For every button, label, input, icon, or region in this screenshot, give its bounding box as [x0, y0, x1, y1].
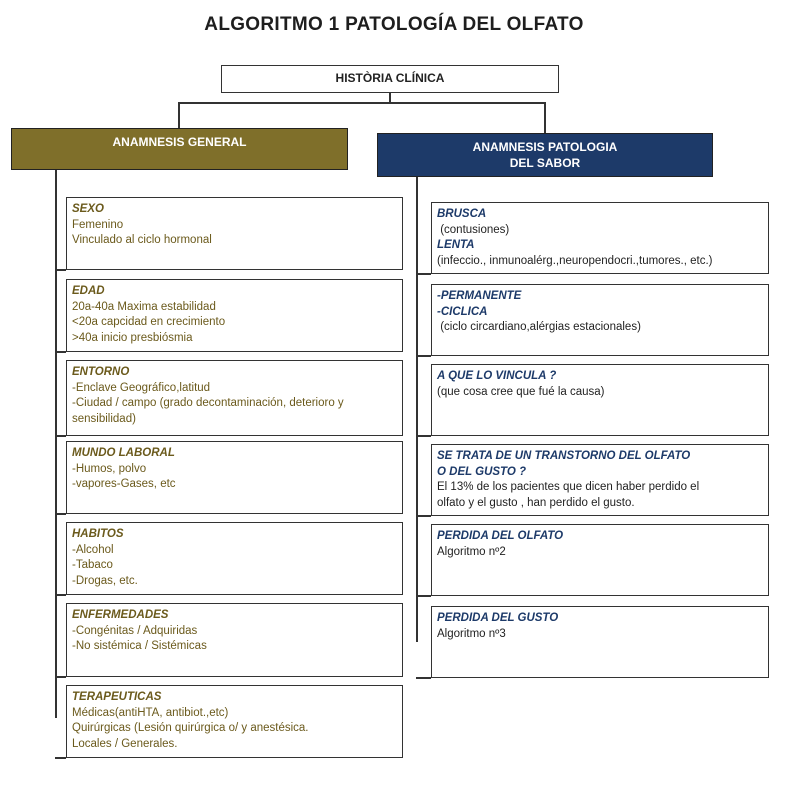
- root-node-historia-clinica: HISTÒRIA CLÍNICA: [221, 65, 559, 93]
- card-line: -Enclave Geográfico,latitud: [72, 381, 211, 394]
- card-line: Locales / Generales.: [72, 737, 178, 750]
- card-line: (que cosa cree que fué la causa): [437, 385, 605, 398]
- card-heading: ENTORNO: [72, 366, 130, 378]
- card-heading: HABITOS: [72, 528, 124, 540]
- card-line: -Tabaco: [72, 559, 113, 571]
- card-heading: ENFERMEDADES: [72, 609, 169, 621]
- connector: [178, 102, 180, 128]
- card-line: -Alcohol: [72, 543, 114, 556]
- header-anamnesis-sabor: ANAMNESIS PATOLOGIA DEL SABOR: [377, 133, 713, 177]
- card-heading: -CICLICA: [437, 305, 488, 318]
- card-line: -Congénitas / Adquiridas: [72, 624, 198, 637]
- card-heading: LENTA: [437, 239, 475, 251]
- card-line: -No sistémica / Sistémicas: [72, 640, 207, 652]
- left-card-sexo: [66, 197, 403, 270]
- left-card-terapeuticas: [66, 685, 403, 758]
- card-heading: TERAPEUTICAS: [72, 691, 162, 703]
- card-line: >40a inicio presbiósmia: [72, 331, 193, 344]
- connector: [544, 102, 546, 133]
- left-card-mundo-laboral: [66, 441, 403, 514]
- right-card-1: [431, 202, 769, 274]
- card-heading: PERDIDA DEL OLFATO: [437, 530, 564, 542]
- card-line: (ciclo circardiano,alérgias estacionales): [437, 321, 641, 333]
- card-line: <20a capcidad en crecimiento: [72, 316, 226, 328]
- card-heading: BRUSCA: [437, 208, 487, 220]
- connector-tick: [55, 269, 66, 271]
- connector-tick: [55, 757, 66, 759]
- right-card-4: [431, 444, 769, 516]
- card-heading: SE TRATA DE UN TRANSTORNO DEL OLFATO: [437, 450, 691, 462]
- left-card-edad: [66, 279, 403, 352]
- connector-tick: [55, 513, 66, 515]
- left-card-habitos: [66, 522, 403, 595]
- connector-tick: [416, 515, 431, 517]
- card-line: (contusiones): [437, 223, 510, 236]
- connector-left-spine: [55, 170, 57, 718]
- connector-tick: [416, 435, 431, 437]
- card-line: El 13% de los pacientes que dicen haber perdido el: [437, 481, 700, 493]
- right-card-2: [431, 284, 769, 356]
- card-line: Algoritmo nº2: [437, 545, 506, 558]
- card-line: olfato y el gusto , han perdido el gusto.: [437, 496, 635, 509]
- left-card-enfermedades: [66, 603, 403, 677]
- page-title: ALGORITMO 1 PATOLOGÍA DEL OLFATO: [204, 14, 584, 35]
- card-heading: O DEL GUSTO ?: [437, 465, 527, 478]
- card-line: Vinculado al ciclo hormonal: [72, 234, 212, 246]
- connector-right-spine: [416, 177, 418, 642]
- card-line: (infeccio., inmunoalérg.,neuropendocri.,tumores., etc.): [437, 254, 713, 267]
- right-card-6: [431, 606, 769, 678]
- card-line: -Ciudad / campo (grado decontaminación, deterioro y: [72, 397, 344, 409]
- card-heading: PERDIDA DEL GUSTO: [437, 612, 559, 624]
- connector-tick: [416, 595, 431, 597]
- right-card-5: [431, 524, 769, 596]
- card-line: Quirúrgicas (Lesión quirúrgica o/ y anestésica.: [72, 722, 309, 734]
- connector: [178, 102, 545, 104]
- connector-tick: [55, 676, 66, 678]
- card-heading: A QUE LO VINCULA ?: [437, 370, 557, 382]
- left-card-entorno: [66, 360, 403, 436]
- connector-tick: [55, 435, 66, 437]
- connector-tick: [416, 355, 431, 357]
- card-line: Femenino: [72, 218, 124, 231]
- card-heading: EDAD: [72, 285, 105, 297]
- header-anamnesis-general: ANAMNESIS GENERAL: [11, 128, 348, 170]
- right-card-3: [431, 364, 769, 436]
- card-line: Algoritmo nº3: [437, 627, 506, 640]
- card-heading: MUNDO LABORAL: [72, 447, 175, 459]
- card-heading: -PERMANENTE: [437, 290, 522, 302]
- card-line: sensibilidad): [72, 412, 136, 425]
- card-line: Médicas(antiHTA, antibiot.,etc): [72, 706, 229, 719]
- card-line: -vapores-Gases, etc: [72, 478, 176, 490]
- connector-tick: [55, 594, 66, 596]
- connector-tick: [416, 273, 431, 275]
- card-heading: SEXO: [72, 203, 104, 215]
- card-line: -Humos, polvo: [72, 462, 147, 475]
- connector-tick: [416, 677, 431, 679]
- connector-tick: [55, 351, 66, 353]
- card-line: -Drogas, etc.: [72, 574, 138, 587]
- card-line: 20a-40a Maxima estabilidad: [72, 300, 216, 313]
